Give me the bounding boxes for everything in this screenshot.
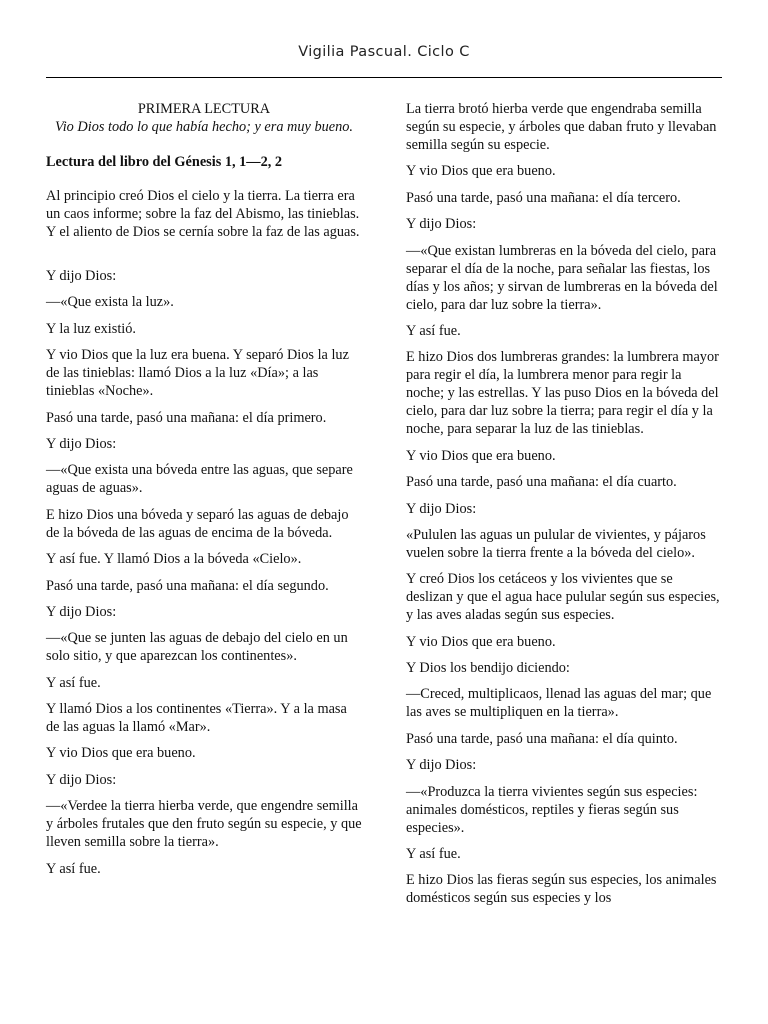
- reading-label: PRIMERA LECTURA: [137, 101, 271, 117]
- body-paragraph: Al principio creó Dios el cielo y la tierra. La tierra era un caos informe; sobre la faz del Abismo, las tinieblas. Y el aliento de Dios se cernía sobre la faz de las aguas.: [46, 188, 360, 240]
- left-column: [46, 100, 362, 886]
- body-paragraph: Y así fue.: [406, 322, 461, 339]
- body-paragraph: Pasó una tarde, pasó una mañana: el día quinto.: [406, 730, 678, 747]
- body-paragraph: Y Dios los bendijo diciendo:: [406, 660, 570, 677]
- body-paragraph: E hizo Dios dos lumbreras grandes: la lumbrera mayor para regir el día, la lumbrera menor para regir la noche; y las estrellas. Y las puso Dios en la bóveda del cielo, para dar luz sobre la tierra; para regir el día y la noche, para separar la luz de las tinieblas.: [406, 349, 719, 438]
- body-paragraph: E hizo Dios una bóveda y separó las aguas de debajo de la bóveda de las aguas de encima de la bóveda.: [46, 506, 349, 541]
- body-paragraph: Pasó una tarde, pasó una mañana: el día cuarto.: [406, 474, 677, 491]
- body-paragraph: —«Que existan lumbreras en la bóveda del cielo, para separar el día de la noche, para señalar las fiestas, los días y los años; y sirvan de lumbreras en la bóveda del cielo, para dar luz sobre la tierra».: [406, 242, 718, 313]
- right-paragraphs: [406, 100, 722, 907]
- body-paragraph: Y la luz existió.: [46, 320, 136, 337]
- body-paragraph: Y vio Dios que era bueno.: [406, 163, 556, 180]
- body-paragraph: —«Que se junten las aguas de debajo del cielo en un solo sitio, y que aparezcan los continentes».: [46, 630, 348, 665]
- body-paragraph: Y así fue.: [406, 846, 461, 863]
- body-paragraph: Y vio Dios que la luz era buena. Y separó Dios la luz de las tinieblas: llamó Dios a la luz «Día»; a las tinieblas «Noche».: [46, 347, 349, 400]
- body-paragraph: Y dijo Dios:: [406, 757, 477, 774]
- body-paragraph: Y dijo Dios:: [46, 435, 117, 452]
- body-paragraph: —«Que exista una bóveda entre las aguas, que separe aguas de aguas».: [46, 462, 353, 497]
- body-paragraph: E hizo Dios las fieras según sus especies, los animales domésticos según sus especies y los: [406, 872, 717, 907]
- body-paragraph: —«Produzca la tierra vivientes según sus especies: animales domésticos, reptiles y fieras según sus especies».: [406, 783, 698, 836]
- body-paragraph: Y dijo Dios:: [46, 268, 117, 284]
- body-paragraph: Y vio Dios que era bueno.: [46, 745, 196, 762]
- reading-quote: Vio Dios todo lo que había hecho; y era muy bueno.: [55, 119, 353, 135]
- body-paragraph: Y vio Dios que era bueno.: [406, 633, 556, 650]
- page-title: Vigilia Pascual. Ciclo C: [298, 44, 470, 60]
- body-paragraph: Y vio Dios que era bueno.: [406, 447, 556, 464]
- body-paragraph: Pasó una tarde, pasó una mañana: el día tercero.: [406, 189, 681, 206]
- header-divider: [46, 77, 722, 78]
- body-paragraph: —«Que exista la luz».: [46, 294, 174, 311]
- body-paragraph: Y así fue. Y llamó Dios a la bóveda «Cielo».: [46, 551, 302, 568]
- body-paragraph: «Pululen las aguas un pulular de vivientes, y pájaros vuelen sobre la tierra frente a la bóveda del cielo».: [406, 526, 706, 561]
- right-column: [406, 100, 722, 916]
- body-paragraph: Pasó una tarde, pasó una mañana: el día segundo.: [46, 577, 329, 594]
- body-paragraph: Y así fue.: [46, 674, 101, 691]
- body-paragraph: Y dijo Dios:: [406, 500, 477, 517]
- body-paragraph: —Creced, multiplicaos, llenad las aguas del mar; que las aves se multipliquen en la tierra».: [406, 686, 712, 721]
- body-paragraph: Pasó una tarde, pasó una mañana: el día primero.: [46, 409, 327, 426]
- body-paragraph: —«Verdee la tierra hierba verde, que engendre semilla y árboles frutales que den fruto según su especie, y que lleven semilla sobre la tierra».: [46, 798, 362, 851]
- body-paragraph: Y creó Dios los cetáceos y los vivientes que se deslizan y que el agua hace pulular según sus especies, y las aves aladas según sus especies.: [406, 571, 720, 624]
- body-paragraph: Y dijo Dios:: [406, 216, 477, 233]
- reading-title: Lectura del libro del Génesis 1, 1—2, 2: [46, 154, 283, 170]
- body-paragraph: Y dijo Dios:: [46, 603, 117, 620]
- body-paragraph: Y dijo Dios:: [46, 771, 117, 788]
- body-paragraph: La tierra brotó hierba verde que engendraba semilla según su especie, y árboles que daban fruto y llevaban semilla según su especie.: [406, 101, 717, 153]
- body-paragraph: Y llamó Dios a los continentes «Tierra». Y a la masa de las aguas la llamó «Mar».: [46, 701, 347, 736]
- body-paragraph: Y así fue.: [46, 860, 101, 877]
- left-paragraphs: [46, 187, 362, 878]
